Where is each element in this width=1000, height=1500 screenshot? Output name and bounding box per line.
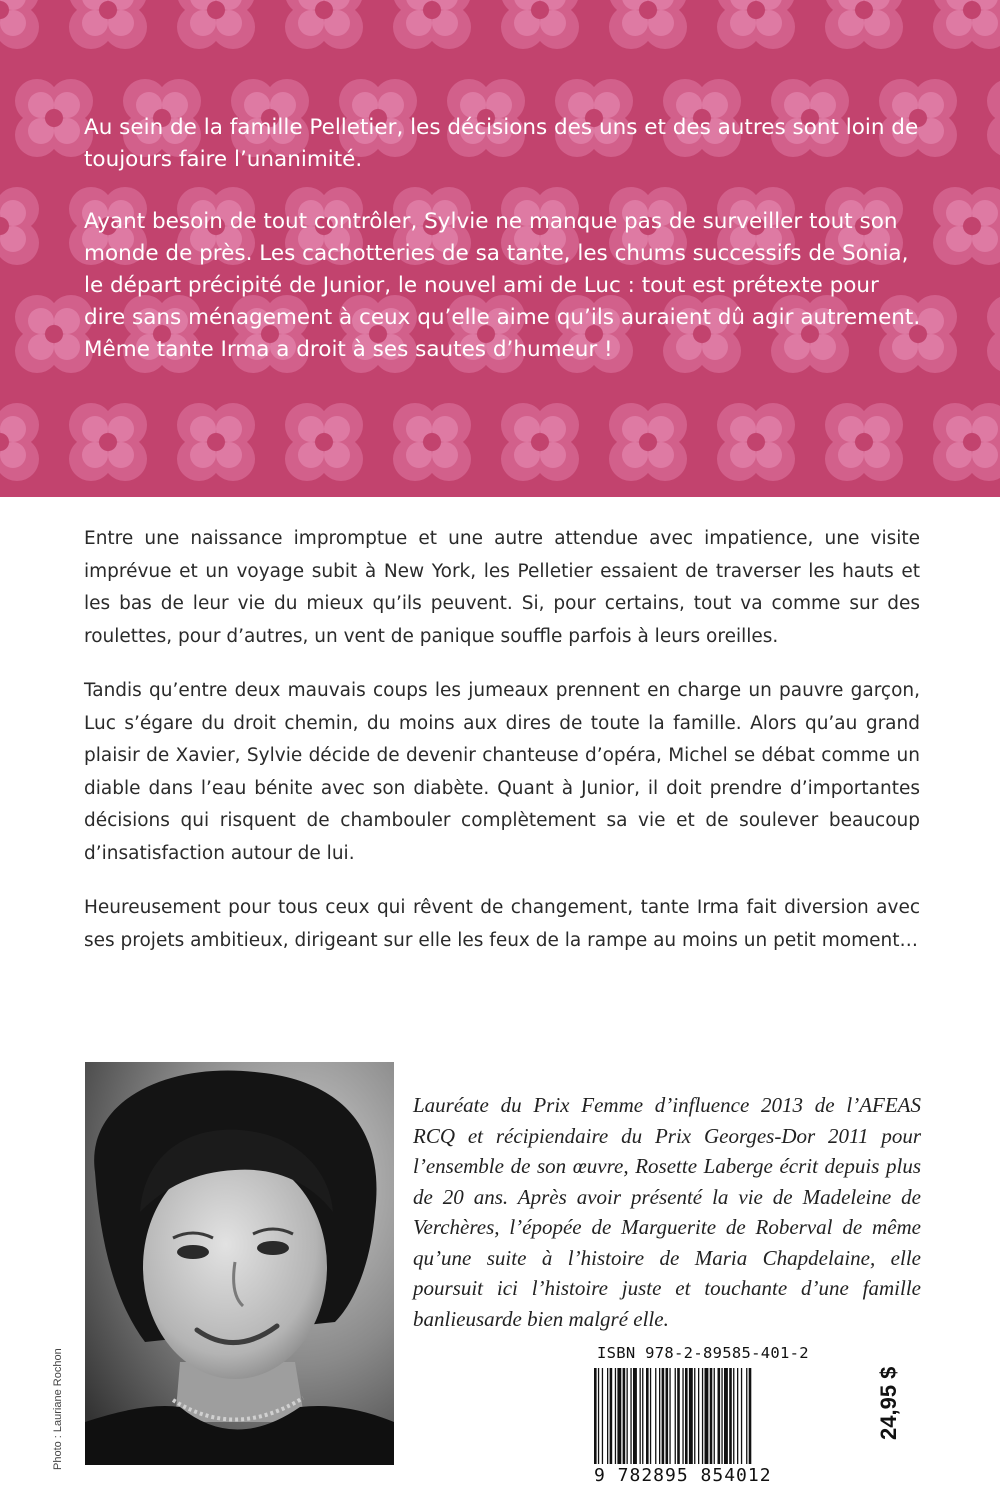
- pattern-band: [0, 0, 1000, 497]
- author-bio: Lauréate du Prix Femme d’influence 2013 de l’AFEAS RCQ et récipiendaire du Prix Georges-Dor 2011 pour l’ensemble de son œuvre, Rosette Laberge écrit depuis plus de 20 ans. Après avoir présenté la vie de Madeleine de Verchères, l’épopée de Marguerite de Roberval de même qu’une suite à l’histoire de Maria Chapdelaine, elle poursuit ici l’histoire juste et touchante d’une famille banlieusarde bien malgré elle.: [413, 1093, 921, 1331]
- photo-credit: Photo : Lauriane Rochon: [52, 1348, 64, 1470]
- barcode: [592, 1368, 862, 1464]
- back-cover-summary: [84, 523, 920, 979]
- summary-paragraph: Heureusement pour tous ceux qui rêvent de changement, tante Irma fait diversion avec ses projets ambitieux, dirigeant sur elle les feux de la rampe au moins un petit moment…: [84, 897, 920, 951]
- intro-paragraph: Au sein de la famille Pelletier, les décisions des uns et des autres sont loin de toujours faire l’unanimité.: [84, 115, 919, 172]
- author-photo: [85, 1062, 394, 1465]
- barcode-digits: 9 782895 854012: [594, 1465, 772, 1486]
- intro-paragraph: Ayant besoin de tout contrôler, Sylvie ne manque pas de surveiller tout son monde de près. Les cachotteries de sa tante, les chums successifs de Sonia, le départ précipité de Junior, le nouvel ami de Luc : tout est prétexte pour dire sans ménagement à ceux qu’elle aime qu’ils auraient dû agir autrement. Même tante Irma a droit à ses sautes d’humeur !: [84, 209, 921, 362]
- summary-paragraph: Tandis qu’entre deux mauvais coups les jumeaux prennent en charge un pauvre garçon, Luc s’égare du droit chemin, du moins aux dires de toute la famille. Alors qu’au grand plaisir de Xavier, Sylvie décide de devenir chanteuse d’opéra, Michel se débat comme un diable dans l’eau bénite avec son diabète. Quant à Junior, il doit prendre d’importantes décisions qui risquent de chambouler complètement sa vie et de soulever beaucoup d’insatisfaction autour de lui.: [84, 680, 920, 864]
- isbn-label: ISBN 978-2-89585-401-2: [597, 1344, 809, 1362]
- price-label: 24,95 $: [876, 1366, 901, 1440]
- cover-intro: [84, 112, 924, 396]
- summary-paragraph: Entre une naissance impromptue et une autre attendue avec impatience, une visite imprévue et un voyage subit à New York, les Pelletier essaient de traverser les hauts et les bas de leur vie du mieux qu’ils peuvent. Si, pour certains, tout va comme sur des roulettes, pour d’autres, un vent de panique souffle parfois à leurs oreilles.: [84, 528, 920, 647]
